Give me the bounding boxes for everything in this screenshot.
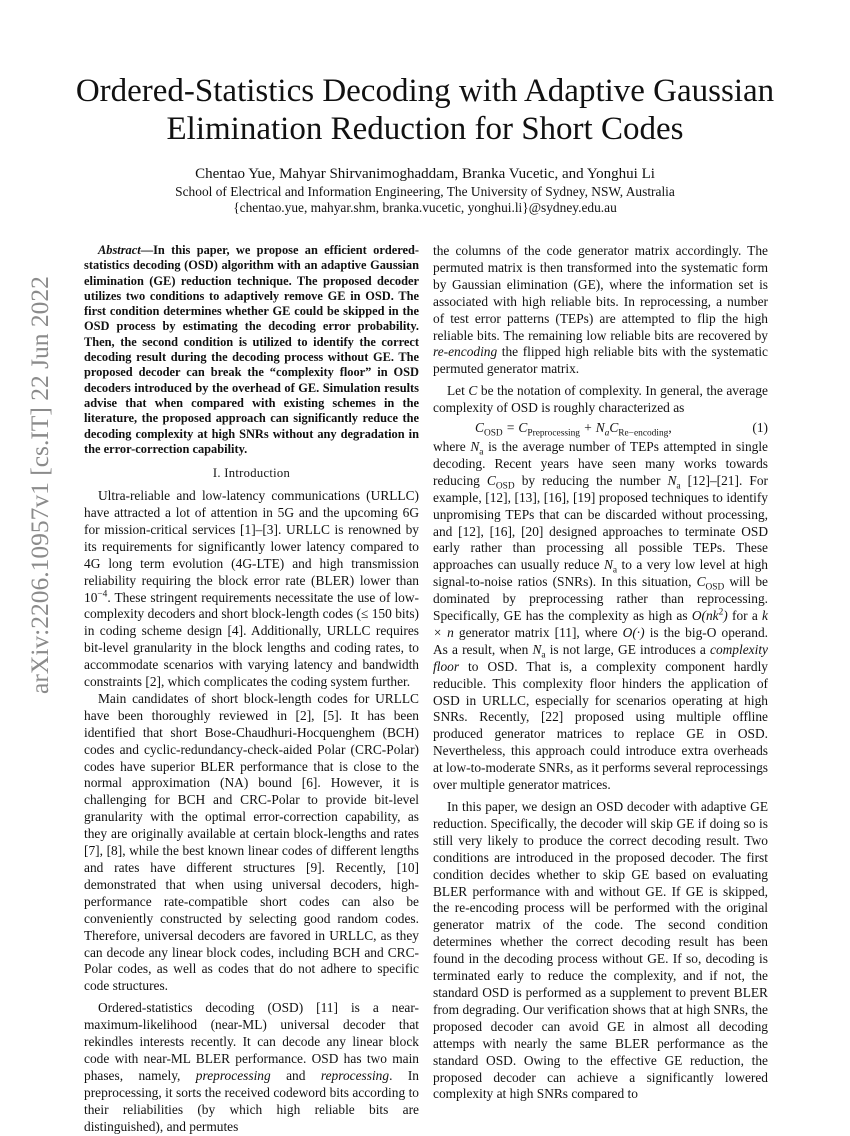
affiliation-block <box>60 184 790 216</box>
author-emails: {chentao.yue, mahyar.shm, branka.vucetic, yonghui.li}@sydney.edu.au <box>233 200 617 215</box>
right-paragraph-2: Let C be the notation of complexity. In general, the average complexity of OSD is roughly characterized as <box>433 383 768 416</box>
paper-title: Ordered-Statistics Decoding with Adaptive Gaussian Elimination Reduction for Short Codes <box>75 73 775 147</box>
intro-paragraph-1: Ultra-reliable and low-latency communications (URLLC) have attracted a lot of attention in 5G and the upcoming 6G for mission-critical services [1]–[3]. URLLC is renowned by its requirements for significantly lower latency compared to 4G long term evolution (4G-LTE) and high transmission reliability requiring the block error rate (BLER) lower than $10^{-4}$. These stringent requirements necessitate the use of low-complexity decoders and short block-length codes (≤ 150 bits) in coding scheme design [4]. Additionally, URLLC requires bit-level granularity in the block lengths and coding rates, to accommodate scenarios with varying latency and bandwidth constraints [2], which complicates the coding system further. <box>84 488 419 690</box>
abstract-label: Abstract <box>98 243 141 257</box>
right-paragraph-4: In this paper, we design an OSD decoder with adaptive GE reduction. Specifically, the decoder will skip GE if doing so is still very likely to produce the correct decoding result. Two conditions are introduced in the proposed decoder. The first condition decides whether to skip GE based on evaluating BLER performance with and without GE. If GE is skipped, the re-encoding process will be performed with the original generator matrix of the code. The second condition determines whether the correct decoding result has been found in the decoding process without GE. If so, decoding is terminated early to reduce the complexity, and if not, the standard OSD is performed as a supplement to prevent BLER from degrading. Our verification shows that at high SNRs, the proposed decoder can avoid GE in almost all decoding attemps with nearly the same BLER performance as the standard OSD. Owing to the effective GE reduction, the proposed decoder can achieve a significantly lowered complexity at high SNRs compared to <box>433 799 768 1102</box>
equation-number: (1) <box>752 420 768 436</box>
abstract-text: In this paper, we propose an efficient ordered-statistics decoding (OSD) algorithm with an adaptive Gaussian elimination (GE) reduction technique. The proposed decoder utilizes two conditions to adaptively remove GE in OSD. The first condition determines whether GE could be skipped in the OSD process by estimating the decoding error probability. Then, the second condition is utilized to identify the correct decoding result during the decoding process without GE. The proposed decoder can break the “complexity floor” in OSD decoders introduced by the overhead of GE. Simulation results advise that when compared with existing schemes in the literature, the proposed approach can significantly reduce the decoding complexity at high SNRs without any degradation in the error-correction capability. <box>84 243 419 456</box>
abstract: Abstract—In this paper, we propose an efficient ordered-statistics decoding (OSD) algorithm with an adaptive Gaussian elimination (GE) reduction technique. The proposed decoder utilizes two conditions to adaptively remove GE in OSD. The first condition determines whether GE could be skipped in the OSD process by estimating the decoding error probability. Then, the second condition is utilized to identify the correct decoding result during the decoding process without GE. The proposed decoder can break the “complexity floor” in OSD decoders introduced by the overhead of GE. Simulation results advise that when compared with existing schemes in the literature, the proposed approach can significantly reduce the decoding complexity at high SNRs without any degradation in the error-correction capability. <box>84 243 419 456</box>
right-column <box>433 243 768 1103</box>
equation-body: $C_{OSD} = C_{Preprocessing} + N_aC_{Re-encoding}$, <box>475 420 672 439</box>
intro-paragraph-3: Ordered-statistics decoding (OSD) [11] is a near-maximum-likelihood (near-ML) universal decoder that rekindles interests recently. It can decode any linear block code with near-ML BLER performance. OSD has two main phases, namely, preprocessing and reprocessing. In preprocessing, it sorts the received codeword bits according to their reliabilities (by which high reliable bits are distinguished), and permutes <box>84 1000 419 1134</box>
right-paragraph-1: the columns of the code generator matrix accordingly. The permuted matrix is then transformed into the systematic form by Gaussian elimination (GE), where the information set is associated with high reliable bits. In reprocessing, a number of test error patterns (TEPs) are attempted to flip the high reliable bits. The remaining low reliable bits are recovered by re-encoding the flipped high reliable bits with the systematic permuted generator matrix. <box>433 243 768 377</box>
right-paragraph-3: where $N_a$ is the average number of TEPs attempted in single decoding. Recent years have seen many works towards reducing $C_{OSD}$ by reducing the number $N_a$ [12]–[21]. For example, [12], [13], [16], [19] proposed techniques to identify unpromising TEPs that can be discarded without processing, and [12], [16], [20] designed approaches to terminate OSD early rather than processing all possible TEPs. These approaches can usually reduce $N_a$ to a very low level at high signal-to-noise ratios (SNRs). In this situation, $C_{OSD}$ will be dominated by preprocessing rather than reprocessing. Specifically, GE has the complexity as high as $O(nk^2)$ for a k × n generator matrix [11], where O(·) is the big-O operand. As a result, when $N_a$ is not large, GE introduces a complexity floor to OSD. That is, a complexity component hardly reducible. This complexity floor hinders the application of OSD in URLLC, especially for scenarios operating at high SNRs. Recently, [22] proposed using multiple offline produced generator matrices to replace GE in OSD. Nevertheless, this approach could introduce extra overheads at low-to-moderate SNRs, as it performs several reprocessings over multiple generator matrices. <box>433 438 769 793</box>
arxiv-identifier-text: arXiv:2206.10957v1 [cs.IT] 22 Jun 2022 <box>25 276 54 694</box>
left-column <box>84 243 419 1136</box>
affiliation: School of Electrical and Information Engineering, The University of Sydney, NSW, Australia <box>175 184 675 199</box>
intro-paragraph-2: Main candidates of short block-length codes for URLLC have been thoroughly reviewed in [2], [5]. It has been identified that short Bose-Chaudhuri-Hocquenghem (BCH) codes and cyclic-redundancy-check-aided Polar (CRC-Polar) codes have superior BLER performance that is close to the normal approximation (NA) bound [6]. However, it is challenging for BCH and CRC-Polar to provide bit-level granularity with the optimal error-correction capability, as they are originally available at certain block-lengths and rates [7], [8], while the best known linear codes of different lengths and rates have different structures [9]. Recently, [10] demonstrated that when using universal decoders, high-performance rate-compatible short codes can also be conveniently constructed by selecting good random codes. Therefore, universal decoders are favored in URLLC, as they can decode any linear block codes, including BCH and CRC-Polar codes, as well as codes that do not adhere to specific code structures. <box>84 690 419 994</box>
section-heading-introduction: I. Introduction <box>212 466 291 481</box>
author-list: Chentao Yue, Mahyar Shirvanimoghaddam, Branka Vucetic, and Yonghui Li <box>195 166 655 182</box>
arxiv-identifier <box>24 275 56 695</box>
equation-1 <box>433 420 768 437</box>
